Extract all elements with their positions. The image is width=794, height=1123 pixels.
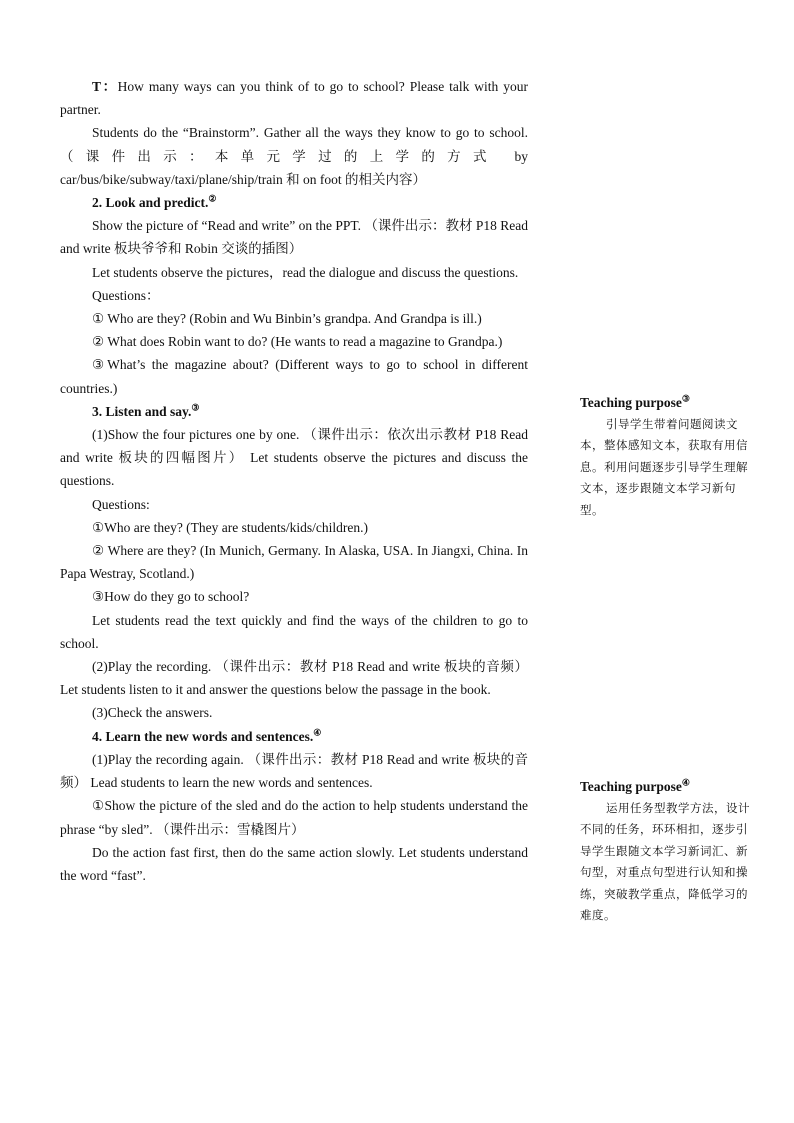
sidebar-note-body: 运用任务型教学方法，设计不同的任务，环环相扣，逐步引导学生跟随文本学习新词汇、新句型，对重点句型进行认知和操练，突破教学重点，降低学习的难度。 [580, 800, 750, 922]
question-item-3: ③What’s the magazine about? (Different ways to go to school in different countries.) [60, 357, 528, 396]
paragraph-fast: Do the action fast first, then do the same action slowly. Let students understand the word “fast”. [60, 844, 528, 883]
teacher-question-text: How many ways can you think of to go to school? Please talk with your partner. [60, 79, 528, 118]
sidebar-note-3 [580, 392, 750, 521]
footnote-mark: ③ [681, 393, 690, 404]
paragraph-sled: ①Show the picture of the sled and do the action to help students understand the phrase “by sled”. （课件出示：雪橇图片） [60, 798, 528, 837]
heading-text: 4. Learn the new words and sentences. [92, 728, 314, 744]
heading-listen-and-say [60, 400, 528, 423]
sidebar-title-text: Teaching purpose [580, 395, 682, 410]
question-item-5: ② Where are they? (In Munich, Germany. In Alaska, USA. In Jiangxi, China. In Papa Westray, Scotland.) [60, 543, 528, 582]
paragraph-play-again: (1)Play the recording again. （课件出示：教材 P18 Read and write 板块的音频） Lead students to learn the new words and sentences. [60, 751, 528, 791]
question-item-4: ①Who are they? (They are students/kids/children.) [92, 519, 369, 535]
sidebar-note-title [580, 392, 750, 414]
paragraph-play-recording: (2)Play the recording. （课件出示：教材 P18 Read and write 板块的音频）Let students listen to it and answer the questions below the passage in the book. [60, 659, 528, 698]
heading-learn-new-words [60, 725, 528, 748]
paragraph-questions-label: Questions： [92, 287, 160, 303]
paragraph-check-answers: (3)Check the answers. [92, 705, 213, 721]
sidebar-note-title [580, 776, 750, 798]
footnote-mark: ③ [191, 402, 200, 413]
paragraph-teacher-question [60, 75, 528, 121]
sidebar-title-text: Teaching purpose [580, 779, 682, 794]
paragraph-observe: Let students observe the pictures，read the dialogue and discuss the questions. [92, 264, 519, 280]
footnote-mark: ② [208, 193, 217, 204]
footnote-mark: ④ [681, 777, 690, 788]
speaker-label: T： [92, 79, 118, 94]
heading-text: 2. Look and predict. [92, 195, 209, 211]
heading-look-and-predict [60, 191, 528, 214]
paragraph-questions-label-2: Questions: [92, 496, 150, 512]
paragraph-read-quickly: Let students read the text quickly and find the ways of the children to go to school. [60, 612, 528, 651]
footnote-mark: ④ [313, 727, 322, 738]
heading-text: 3. Listen and say. [92, 403, 192, 419]
paragraph-show-four-pictures: (1)Show the four pictures one by one. （课件出示：依次出示教材 P18 Read and write 板块的四幅图片） Let students observe the pictures and discuss the questions. [60, 427, 528, 489]
sidebar-note-4 [580, 776, 750, 927]
question-item-1: ① Who are they? (Robin and Wu Binbin’s grandpa. And Grandpa is ill.) [92, 311, 482, 327]
question-item-2: ② What does Robin want to do? (He wants to read a magazine to Grandpa.) [92, 334, 503, 350]
paragraph-brainstorm: Students do the “Brainstorm”. Gather all the ways they know to go to school. （课件出示：本单元学过的上学的方式 by car/bus/bike/subway/taxi/plane/ship/train 和 on foot 的相关内容） [60, 125, 528, 187]
question-item-6: ③How do they go to school? [92, 589, 250, 605]
sidebar-note-body: 引导学生带着问题阅读文本，整体感知文本，获取有用信息。利用问题逐步引导学生理解文本，逐步跟随文本学习新句型。 [580, 416, 748, 517]
paragraph-show-picture: Show the picture of “Read and write” on the PPT. （课件出示：教材 P18 Read and write 板块爷爷和 Robin 交谈的插图） [60, 218, 528, 257]
main-column [60, 75, 528, 887]
